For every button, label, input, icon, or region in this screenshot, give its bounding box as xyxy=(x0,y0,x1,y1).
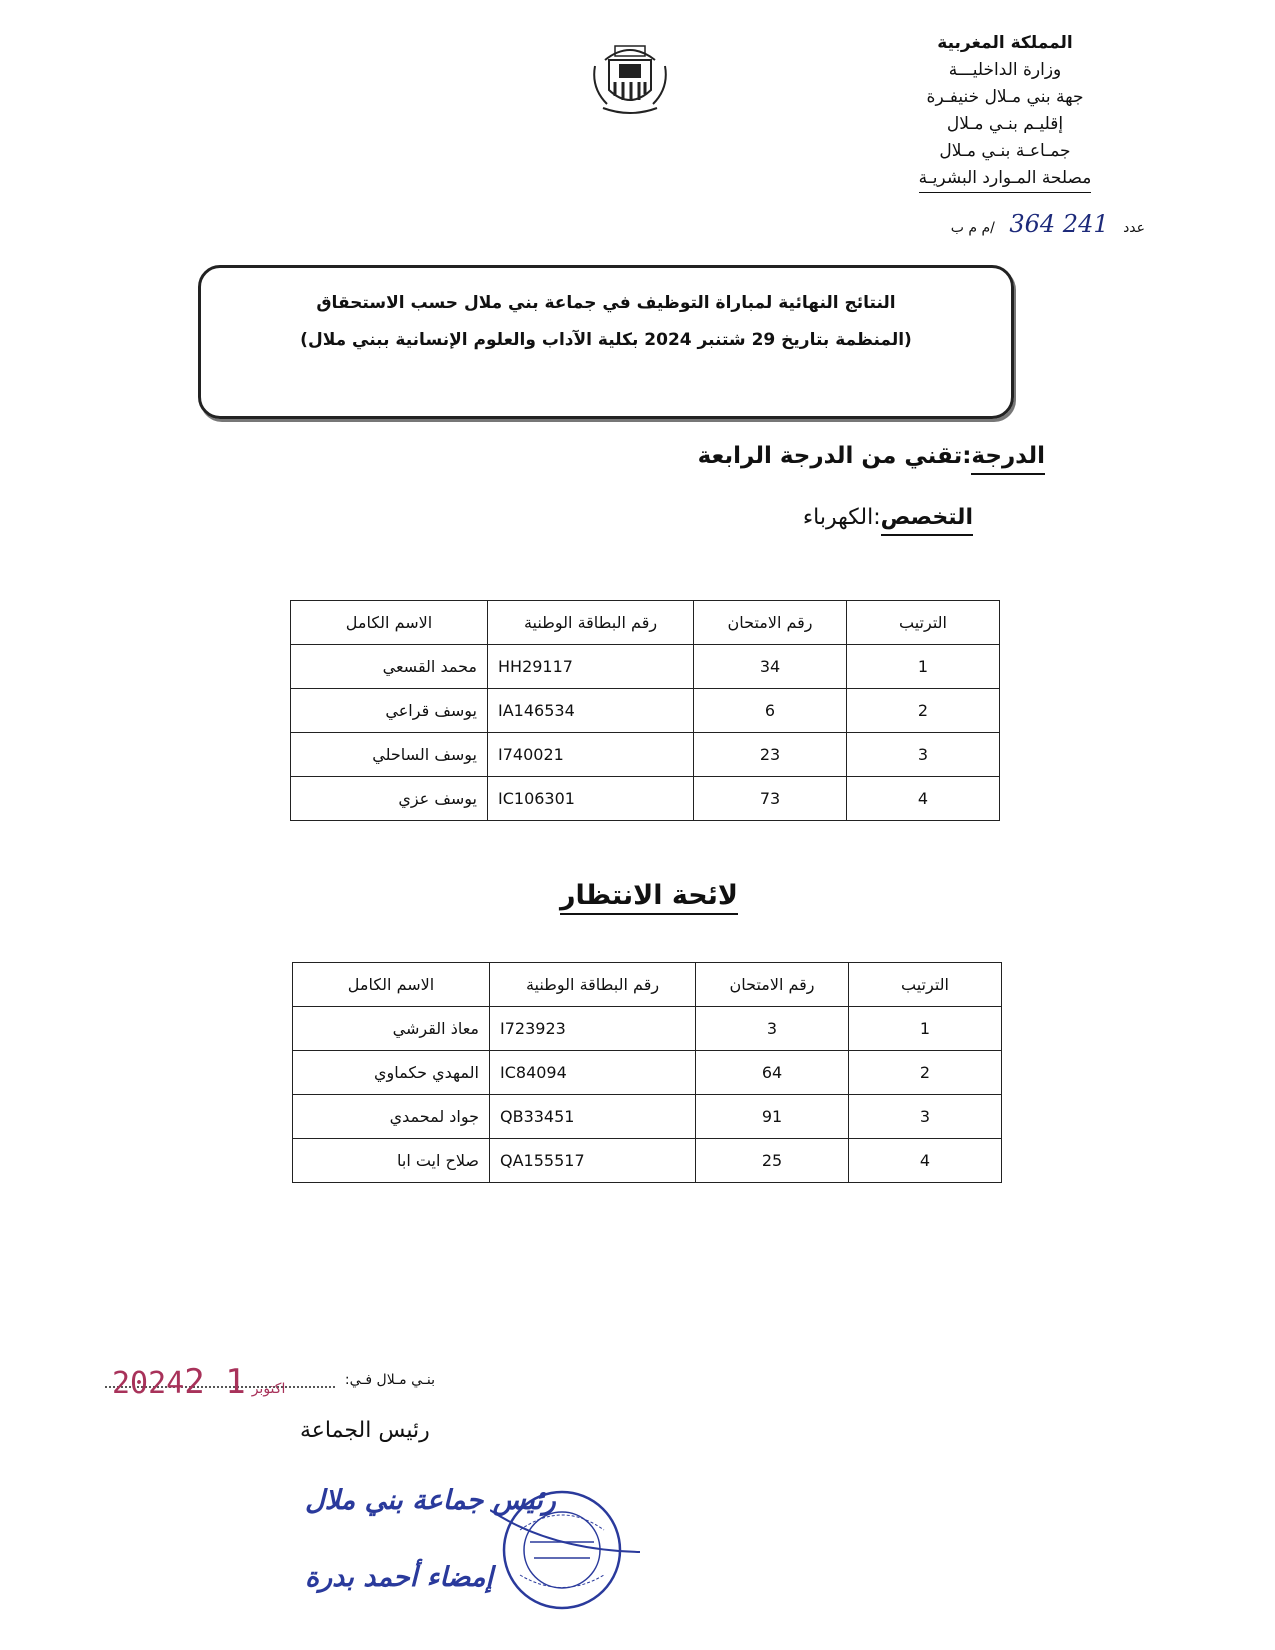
exam-cell: 3 xyxy=(696,1007,849,1051)
grade-value: :تقني من الدرجة الرابعة xyxy=(697,443,972,469)
cin-cell: I723923 xyxy=(490,1007,696,1051)
table-header-row xyxy=(291,601,1000,645)
name-cell: محمد القسعي xyxy=(291,645,488,689)
date-stamp xyxy=(112,1362,291,1402)
name-cell: يوسف الساحلي xyxy=(291,733,488,777)
cin-cell: QB33451 xyxy=(490,1095,696,1139)
grade-line xyxy=(698,443,1045,469)
exam-cell: 64 xyxy=(696,1051,849,1095)
specialty-value: :الكهرباء xyxy=(802,505,881,530)
signature-stamp-line1: رئيس جماعة بني ملال xyxy=(305,1485,556,1516)
column-header-name: الاسم الكامل xyxy=(291,601,488,645)
waiting-list-title: لائحة الانتظار xyxy=(560,880,738,915)
column-header-exam: رقم الامتحان xyxy=(694,601,847,645)
name-cell: يوسف قراعي xyxy=(291,689,488,733)
signature-stamp-line2: إمضاء أحمد بدرة xyxy=(305,1562,493,1593)
document-subtitle: (المنظمة بتاريخ 29 شتنبر 2024 بكلية الآداب والعلوم الإنسانية ببني ملال) xyxy=(300,330,912,350)
rank-cell: 2 xyxy=(847,689,1000,733)
name-cell: يوسف عزي xyxy=(291,777,488,821)
cin-cell: IC84094 xyxy=(490,1051,696,1095)
rank-cell: 2 xyxy=(849,1051,1002,1095)
specialty-label: التخصص xyxy=(881,505,973,536)
country-name: المملكة المغربية xyxy=(937,33,1073,53)
cin-cell: HH29117 xyxy=(488,645,694,689)
exam-cell: 34 xyxy=(694,645,847,689)
rank-cell: 1 xyxy=(847,645,1000,689)
reference-value: 241 364 xyxy=(1009,210,1109,238)
column-header-cin: رقم البطاقة الوطنية xyxy=(490,963,696,1007)
column-header-rank: الترتيب xyxy=(849,963,1002,1007)
rank-cell: 4 xyxy=(849,1139,1002,1183)
rank-cell: 3 xyxy=(849,1095,1002,1139)
province-name: إقليـم بنـي مـلال xyxy=(946,114,1064,134)
region-name: جهة بني مـلال خنيفـرة xyxy=(926,87,1084,107)
table-row xyxy=(293,1095,1002,1139)
cin-cell: IA146534 xyxy=(488,689,694,733)
table-row xyxy=(293,1139,1002,1183)
grade-label: الدرجة xyxy=(971,443,1045,475)
name-cell: جواد لمحمدي xyxy=(293,1095,490,1139)
exam-cell: 73 xyxy=(694,777,847,821)
table-row xyxy=(291,733,1000,777)
table-row xyxy=(291,777,1000,821)
waiting-list-table xyxy=(292,962,1002,1183)
reference-label: عدد xyxy=(1123,220,1145,236)
column-header-exam: رقم الامتحان xyxy=(696,963,849,1007)
official-seal xyxy=(490,1480,640,1615)
rank-cell: 4 xyxy=(847,777,1000,821)
name-cell: المهدي حكماوي xyxy=(293,1051,490,1095)
ministry-name: وزارة الداخليـــة xyxy=(948,60,1062,80)
commune-name: جمـاعـة بنـي مـلال xyxy=(939,141,1071,161)
document-title: النتائج النهائية لمباراة التوظيف في جماعة بني ملال حسب الاستحقاق xyxy=(316,293,896,313)
table-header-row xyxy=(293,963,1002,1007)
table-row xyxy=(291,645,1000,689)
place-label: بنـي مـلال فـي: xyxy=(344,1372,435,1388)
president-title: رئيس الجماعة xyxy=(300,1418,430,1443)
reference-suffix: /م م ب xyxy=(950,220,995,236)
table-row xyxy=(293,1007,1002,1051)
coat-of-arms-emblem xyxy=(585,38,675,118)
table-row xyxy=(293,1051,1002,1095)
cin-cell: I740021 xyxy=(488,733,694,777)
column-header-cin: رقم البطاقة الوطنية xyxy=(488,601,694,645)
administrative-header xyxy=(875,30,1135,193)
exam-cell: 91 xyxy=(696,1095,849,1139)
rank-cell: 1 xyxy=(849,1007,1002,1051)
cin-cell: QA155517 xyxy=(490,1139,696,1183)
table-row xyxy=(291,689,1000,733)
column-header-rank: الترتيب xyxy=(847,601,1000,645)
rank-cell: 3 xyxy=(847,733,1000,777)
column-header-name: الاسم الكامل xyxy=(293,963,490,1007)
date-day: 1 2 xyxy=(184,1362,246,1402)
title-box xyxy=(198,265,1014,419)
exam-cell: 6 xyxy=(694,689,847,733)
exam-cell: 25 xyxy=(696,1139,849,1183)
service-name: مصلحة المـوارد البشريـة xyxy=(919,165,1092,193)
name-cell: صلاح ايت ابا xyxy=(293,1139,490,1183)
date-month: اكتوبر xyxy=(251,1381,286,1397)
specialty-line xyxy=(803,505,973,530)
results-table xyxy=(290,600,1000,821)
cin-cell: IC106301 xyxy=(488,777,694,821)
exam-cell: 23 xyxy=(694,733,847,777)
reference-number xyxy=(951,210,1145,238)
date-year: 2024 xyxy=(112,1366,185,1401)
name-cell: معاذ القرشي xyxy=(293,1007,490,1051)
